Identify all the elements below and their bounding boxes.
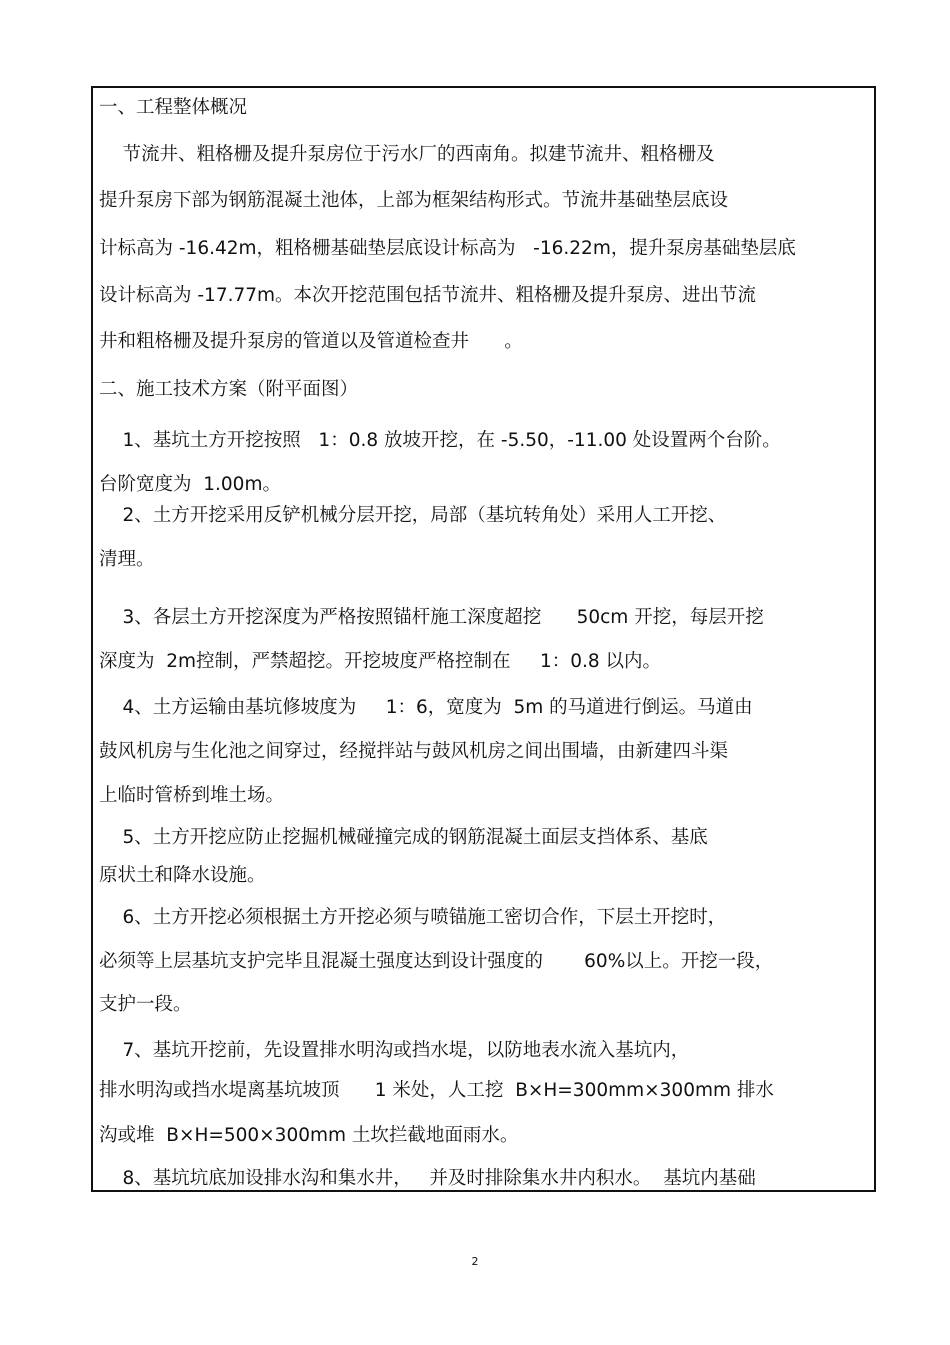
text-line: 井和粗格栅及提升泵房的管道以及管道检查井 。 [99,331,523,352]
text-line: 6、土方开挖必须根据土方开挖必须与喷锚施工密切合作，下层土开挖时， [99,907,727,928]
page-number: 2 [471,1255,479,1268]
text-line: 沟或堆 B×H=500×300mm 土坎拦截地面雨水。 [99,1125,519,1146]
text-line: 3、各层土方开挖深度为严格按照锚杆施工深度超挖 50cm 开挖，每层开挖 [99,607,764,628]
text-line: 原状土和降水设施。 [99,865,266,886]
text-line: 计标高为 -16.42m，粗格栅基础垫层底设计标高为 -16.22m，提升泵房基础垫层底 [99,238,796,259]
section-heading-2: 二、施工技术方案（附平面图） [99,379,359,400]
text-line: 设计标高为 -17.77m。本次开挖范围包括节流井、粗格栅及提升泵房、进出节流 [99,285,757,306]
text-line: 提升泵房下部为钢筋混凝土池体，上部为框架结构形式。节流井基础垫层底设 [99,190,729,211]
text-line: 节流井、粗格栅及提升泵房位于污水厂的西南角。拟建节流井、粗格栅及 [99,144,715,165]
text-line: 清理。 [99,549,155,570]
text-line: 排水明沟或挡水堤离基坑坡顶 1 米处，人工挖 B×H=300mm×300mm 排水 [99,1080,774,1101]
section-heading-1: 一、工程整体概况 [99,97,248,118]
text-line: 支护一段。 [99,994,192,1015]
text-line: 鼓风机房与生化池之间穿过，经搅拌站与鼓风机房之间出围墙，由新建四斗渠 [99,741,729,762]
text-line: 4、土方运输由基坑修坡度为 1：6，宽度为 5m 的马道进行倒运。马道由 [99,697,753,718]
text-line: 2、土方开挖采用反铲机械分层开挖，局部（基坑转角处）采用人工开挖、 [99,505,727,526]
text-line: 8、基坑坑底加设排水沟和集水井， 并及时排除集水井内积水。 基坑内基础 [99,1168,756,1189]
text-line: 必须等上层基坑支护完毕且混凝土强度达到设计强度的 60%以上。开挖一段， [99,951,774,972]
text-line: 上临时管桥到堆土场。 [99,785,285,806]
text-line: 1、基坑土方开挖按照 1：0.8 放坡开挖，在 -5.50，-11.00 处设置两个台阶。 [99,430,781,451]
text-line: 台阶宽度为 1.00m。 [99,474,281,495]
text-line: 深度为 2m控制，严禁超挖。开挖坡度严格控制在 1：0.8 以内。 [99,651,662,672]
text-line: 7、基坑开挖前，先设置排水明沟或挡水堤，以防地表水流入基坑内， [99,1040,690,1061]
text-line: 5、土方开挖应防止挖掘机械碰撞完成的钢筋混凝土面层支挡体系、基底 [99,827,708,848]
